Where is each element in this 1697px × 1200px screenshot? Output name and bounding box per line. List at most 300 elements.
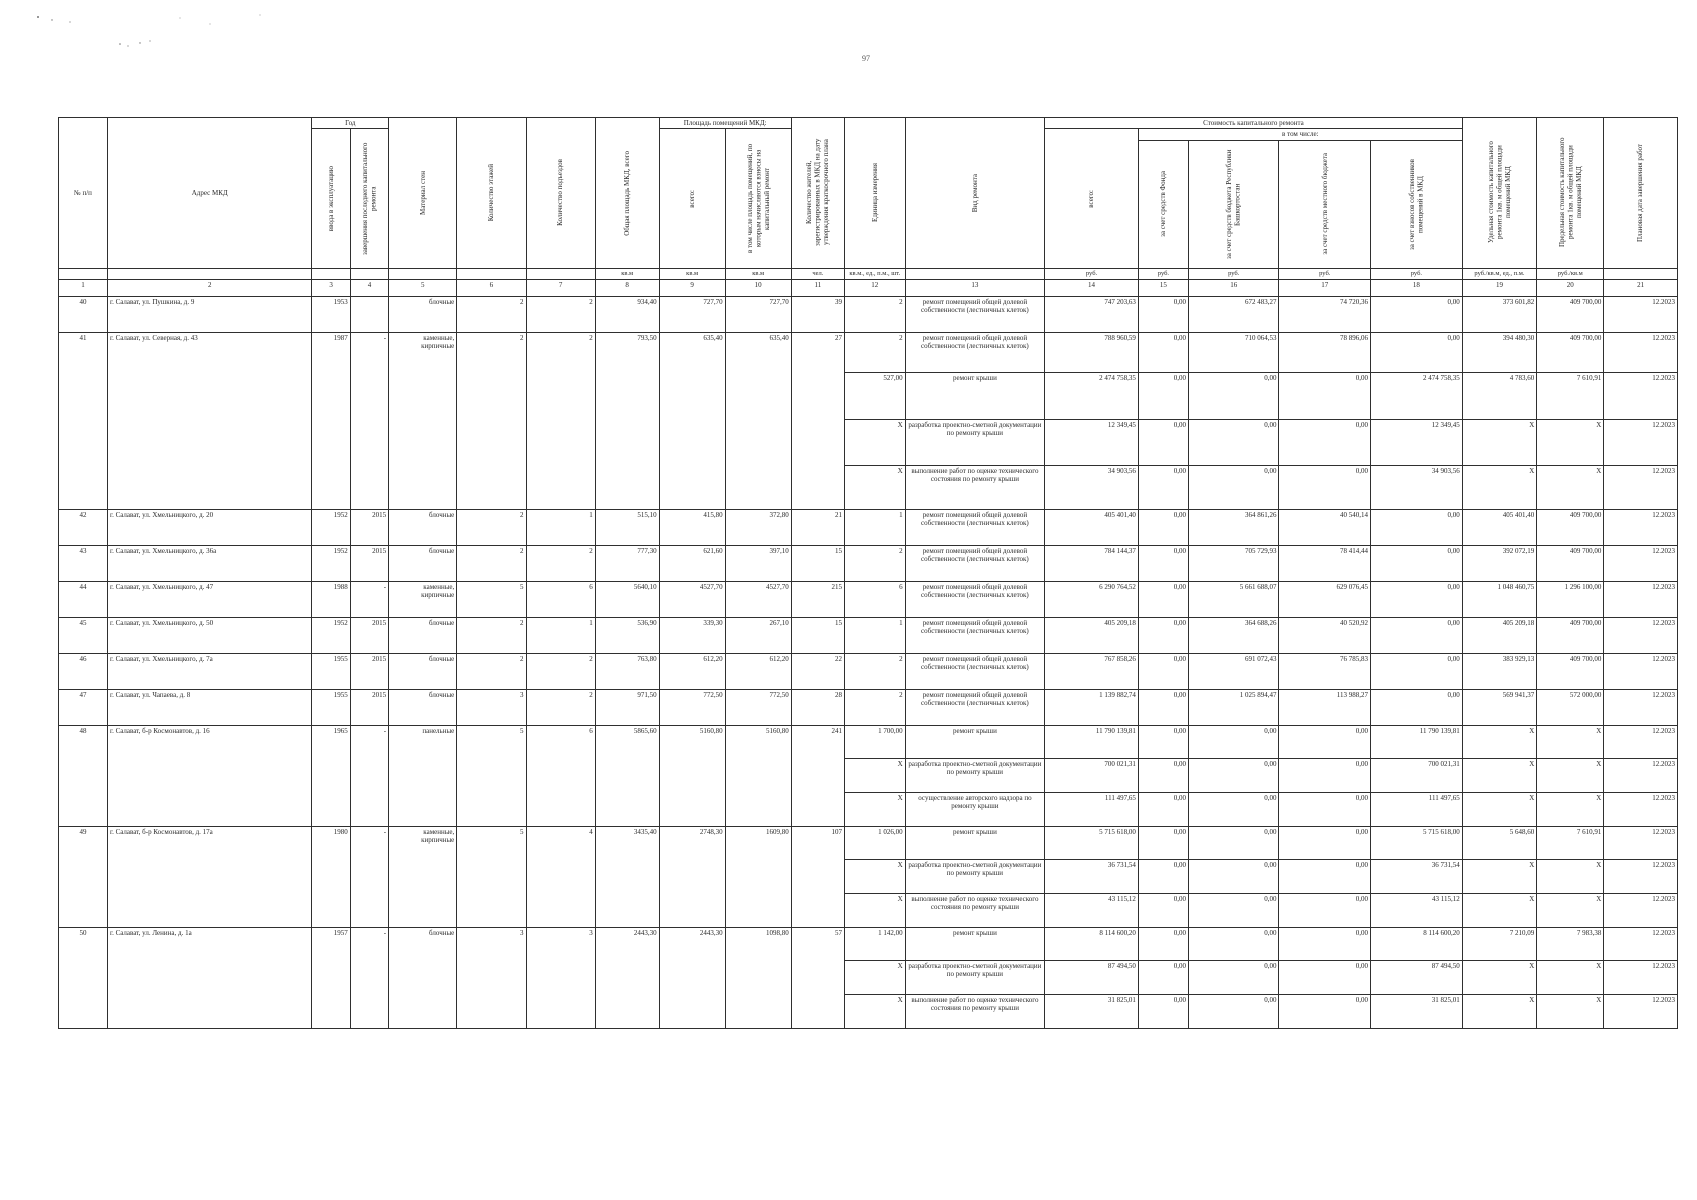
max-cost-cell: Х: [1537, 419, 1604, 465]
address-cell: г. Салават, ул. Чапаева, д. 8: [107, 689, 311, 725]
max-cost-cell: Х: [1537, 465, 1604, 509]
cost-fund-cell: 0,00: [1138, 859, 1188, 893]
header-address: Адрес МКД: [107, 118, 311, 269]
entrances-cell: 6: [526, 725, 595, 826]
deadline-cell: 12.2023: [1604, 859, 1678, 893]
premises-area-cell: 2443,30: [659, 927, 725, 1028]
deadline-cell: 12.2023: [1604, 419, 1678, 465]
cost-fund-cell: 0,00: [1138, 725, 1188, 758]
deadline-cell: 12.2023: [1604, 296, 1678, 332]
residents-cell: 21: [791, 509, 844, 545]
table-row: [59, 689, 1678, 725]
column-number: 11: [791, 279, 844, 296]
cost-local-cell: 629 076,45: [1279, 581, 1371, 617]
header-cost-local: за счет средств местного бюджета: [1279, 140, 1371, 268]
residents-cell: 215: [791, 581, 844, 617]
floors-cell: 2: [457, 617, 526, 653]
cost-fund-cell: 0,00: [1138, 465, 1188, 509]
cost-local-cell: 0,00: [1279, 859, 1371, 893]
cost-local-cell: 78 896,06: [1279, 332, 1371, 372]
deadline-cell: 12.2023: [1604, 994, 1678, 1028]
header-deadline: Плановая дата завершения работ: [1604, 118, 1678, 269]
unit-cost-cell: Х: [1462, 960, 1537, 994]
wall-material-cell: блочные: [389, 689, 457, 725]
cost-fund-cell: 0,00: [1138, 653, 1188, 689]
cost-republic-cell: 0,00: [1188, 859, 1279, 893]
cost-fund-cell: 0,00: [1138, 689, 1188, 725]
repair-plan-table: [58, 117, 1678, 1029]
wall-material-cell: блочные: [389, 617, 457, 653]
floors-cell: 5: [457, 725, 526, 826]
floors-cell: 2: [457, 653, 526, 689]
cost-local-cell: 0,00: [1279, 893, 1371, 927]
wall-material-cell: каменные, кирпичные: [389, 332, 457, 509]
cost-total-cell: 111 497,65: [1045, 792, 1139, 826]
header-cost: Стоимость капитального ремонта: [1045, 118, 1463, 129]
cost-fund-cell: 0,00: [1138, 994, 1188, 1028]
wall-material-cell: блочные: [389, 545, 457, 581]
repair-type-cell: ремонт крыши: [905, 826, 1045, 859]
deadline-cell: 12.2023: [1604, 893, 1678, 927]
year-last-repair-cell: -: [350, 725, 388, 826]
premises-area-cell: 621,60: [659, 545, 725, 581]
year-commission-cell: 1988: [312, 581, 350, 617]
cost-total-cell: 34 903,56: [1045, 465, 1139, 509]
row-number: 41: [59, 332, 108, 509]
repair-type-cell: ремонт помещений общей долевой собственности (лестничных клеток): [905, 545, 1045, 581]
table-row: [59, 296, 1678, 332]
table-row: [59, 332, 1678, 372]
cost-owners-cell: 8 114 600,20: [1371, 927, 1463, 960]
unit-cell: Х: [844, 419, 905, 465]
unit-cost-cell: Х: [1462, 758, 1537, 792]
cost-total-cell: 5 715 618,00: [1045, 826, 1139, 859]
cost-fund-cell: 0,00: [1138, 372, 1188, 419]
deadline-cell: 12.2023: [1604, 372, 1678, 419]
column-number: 1: [59, 279, 108, 296]
header-floors: Количество этажей: [457, 118, 526, 269]
column-number: 2: [107, 279, 311, 296]
header-cost-republic: за счет средств бюджета Республики Башкортостан: [1188, 140, 1279, 268]
column-number: 3: [312, 279, 350, 296]
wall-material-cell: панельные: [389, 725, 457, 826]
column-number: 16: [1188, 279, 1279, 296]
deadline-cell: 12.2023: [1604, 653, 1678, 689]
year-last-repair-cell: -: [350, 332, 388, 509]
header-area-total: всего:: [659, 129, 725, 268]
header-premises-area: Площадь помещений МКД:: [659, 118, 791, 129]
unit-cell: 2: [844, 332, 905, 372]
cost-fund-cell: 0,00: [1138, 893, 1188, 927]
unit-cell: 1 026,00: [844, 826, 905, 859]
page-number: 97: [862, 54, 870, 63]
entrances-cell: 2: [526, 296, 595, 332]
year-commission-cell: 1980: [312, 826, 350, 927]
cost-republic-cell: 364 688,26: [1188, 617, 1279, 653]
year-commission-cell: 1953: [312, 296, 350, 332]
premises-area-cell: 339,30: [659, 617, 725, 653]
cost-republic-cell: 0,00: [1188, 927, 1279, 960]
address-cell: г. Салават, ул. Хмельницкого, д. 7а: [107, 653, 311, 689]
unit-cell: Х: [844, 994, 905, 1028]
cost-local-cell: 0,00: [1279, 994, 1371, 1028]
cost-republic-cell: 0,00: [1188, 994, 1279, 1028]
repair-type-cell: разработка проектно-сметной документации по ремонту крыши: [905, 758, 1045, 792]
row-number: 42: [59, 509, 108, 545]
row-number: 48: [59, 725, 108, 826]
year-commission-cell: 1952: [312, 617, 350, 653]
entrances-cell: 1: [526, 509, 595, 545]
repair-area-cell: 5160,80: [725, 725, 791, 826]
row-number: 43: [59, 545, 108, 581]
row-number: 47: [59, 689, 108, 725]
cost-total-cell: 31 825,01: [1045, 994, 1139, 1028]
cost-fund-cell: 0,00: [1138, 960, 1188, 994]
cost-total-cell: 700 021,31: [1045, 758, 1139, 792]
cost-republic-cell: 0,00: [1188, 372, 1279, 419]
residents-cell: 241: [791, 725, 844, 826]
cost-total-cell: 767 858,26: [1045, 653, 1139, 689]
column-number: 20: [1537, 279, 1604, 296]
year-last-repair-cell: 2015: [350, 509, 388, 545]
year-commission-cell: 1957: [312, 927, 350, 1028]
max-cost-cell: 409 700,00: [1537, 296, 1604, 332]
cost-owners-cell: 0,00: [1371, 689, 1463, 725]
deadline-cell: 12.2023: [1604, 545, 1678, 581]
column-number: 10: [725, 279, 791, 296]
year-commission-cell: 1955: [312, 653, 350, 689]
deadline-cell: 12.2023: [1604, 509, 1678, 545]
repair-type-cell: ремонт помещений общей долевой собственности (лестничных клеток): [905, 653, 1045, 689]
max-cost-cell: Х: [1537, 859, 1604, 893]
floors-cell: 3: [457, 689, 526, 725]
column-number: 12: [844, 279, 905, 296]
repair-type-cell: ремонт крыши: [905, 725, 1045, 758]
max-cost-cell: 7 610,91: [1537, 372, 1604, 419]
cost-local-cell: 74 720,36: [1279, 296, 1371, 332]
row-number: 46: [59, 653, 108, 689]
cost-owners-cell: 43 115,12: [1371, 893, 1463, 927]
repair-type-cell: ремонт помещений общей долевой собственности (лестничных клеток): [905, 581, 1045, 617]
unit-cost-cell: 394 480,30: [1462, 332, 1537, 372]
table-row: [59, 581, 1678, 617]
table-row: [59, 826, 1678, 859]
residents-cell: 57: [791, 927, 844, 1028]
max-cost-cell: 1 296 100,00: [1537, 581, 1604, 617]
repair-type-cell: разработка проектно-сметной документации по ремонту крыши: [905, 419, 1045, 465]
unit-cost-cell: Х: [1462, 419, 1537, 465]
table-body: [59, 296, 1678, 1028]
cost-republic-cell: 0,00: [1188, 725, 1279, 758]
entrances-cell: 4: [526, 826, 595, 927]
column-number: 13: [905, 279, 1045, 296]
cost-owners-cell: 12 349,45: [1371, 419, 1463, 465]
year-last-repair-cell: 2015: [350, 545, 388, 581]
cost-local-cell: 0,00: [1279, 372, 1371, 419]
total-area-cell: 3435,40: [595, 826, 659, 927]
total-area-cell: 5865,60: [595, 725, 659, 826]
scan-noise-marks: [0, 0, 300, 60]
cost-total-cell: 8 114 600,20: [1045, 927, 1139, 960]
column-number: 15: [1138, 279, 1188, 296]
deadline-cell: 12.2023: [1604, 689, 1678, 725]
repair-type-cell: осуществление авторского надзора по ремонту крыши: [905, 792, 1045, 826]
column-number: 14: [1045, 279, 1139, 296]
column-number: 4: [350, 279, 388, 296]
unit-cost-cell: 405 401,40: [1462, 509, 1537, 545]
row-number: 44: [59, 581, 108, 617]
cost-republic-cell: 0,00: [1188, 792, 1279, 826]
max-cost-cell: 409 700,00: [1537, 509, 1604, 545]
deadline-cell: 12.2023: [1604, 792, 1678, 826]
header-repair-type: Вид ремонта: [905, 118, 1045, 269]
max-cost-cell: Х: [1537, 792, 1604, 826]
repair-area-cell: 612,20: [725, 653, 791, 689]
unit-cost-cell: 383 929,13: [1462, 653, 1537, 689]
premises-area-cell: 5160,80: [659, 725, 725, 826]
max-cost-cell: 7 983,38: [1537, 927, 1604, 960]
deadline-cell: 12.2023: [1604, 725, 1678, 758]
unit-cost-cell: 392 072,19: [1462, 545, 1537, 581]
unit-cost-cell: 1 048 460,75: [1462, 581, 1537, 617]
cost-republic-cell: 5 661 688,07: [1188, 581, 1279, 617]
header-total-area: Общая площадь МКД, всего: [595, 118, 659, 269]
unit-cell: Х: [844, 792, 905, 826]
cost-republic-cell: 705 729,93: [1188, 545, 1279, 581]
floors-cell: 5: [457, 581, 526, 617]
repair-type-cell: ремонт помещений общей долевой собственности (лестничных клеток): [905, 296, 1045, 332]
header-wall-material: Материал стен: [389, 118, 457, 269]
unit-cell: Х: [844, 859, 905, 893]
residents-cell: 39: [791, 296, 844, 332]
unit-cell: 1: [844, 617, 905, 653]
total-area-cell: 763,80: [595, 653, 659, 689]
cost-owners-cell: 34 903,56: [1371, 465, 1463, 509]
unit-cost-cell: Х: [1462, 725, 1537, 758]
repair-area-cell: 635,40: [725, 332, 791, 509]
cost-republic-cell: 0,00: [1188, 419, 1279, 465]
table-row: [59, 509, 1678, 545]
unit-cell: Х: [844, 960, 905, 994]
header-max-cost: Предельная стоимость капитального ремонта 1кв. м общей площади помещений МКД: [1537, 118, 1604, 269]
header-unit: Единица измерения: [844, 118, 905, 269]
total-area-cell: 2443,30: [595, 927, 659, 1028]
cost-fund-cell: 0,00: [1138, 296, 1188, 332]
total-area-cell: 515,10: [595, 509, 659, 545]
header-year-last-repair: завершения последнего капитального ремонта: [350, 129, 388, 268]
address-cell: г. Салават, ул. Ленина, д. 1а: [107, 927, 311, 1028]
header-year: Год: [312, 118, 389, 129]
column-number: 8: [595, 279, 659, 296]
cost-fund-cell: 0,00: [1138, 758, 1188, 792]
wall-material-cell: каменные, кирпичные: [389, 826, 457, 927]
total-area-cell: 5640,10: [595, 581, 659, 617]
deadline-cell: 12.2023: [1604, 826, 1678, 859]
cost-fund-cell: 0,00: [1138, 545, 1188, 581]
cost-local-cell: 0,00: [1279, 465, 1371, 509]
max-cost-cell: Х: [1537, 725, 1604, 758]
column-numbers-row: [59, 279, 1678, 296]
unit-cost-cell: Х: [1462, 792, 1537, 826]
unit-cost-cell: 373 601,82: [1462, 296, 1537, 332]
floors-cell: 2: [457, 509, 526, 545]
cost-local-cell: 0,00: [1279, 960, 1371, 994]
year-last-repair-cell: 2015: [350, 689, 388, 725]
row-number: 49: [59, 826, 108, 927]
cost-owners-cell: 111 497,65: [1371, 792, 1463, 826]
deadline-cell: 12.2023: [1604, 758, 1678, 792]
year-last-repair-cell: -: [350, 581, 388, 617]
header-year-commission: ввода в эксплуатацию: [312, 129, 350, 268]
residents-cell: 28: [791, 689, 844, 725]
header-area-repair: в том числе площадь помещений, по которым начисляются взносы на капитальный ремонт: [725, 129, 791, 268]
repair-area-cell: 1609,80: [725, 826, 791, 927]
column-number: 9: [659, 279, 725, 296]
cost-total-cell: 788 960,59: [1045, 332, 1139, 372]
header-entrances: Количество подъездов: [526, 118, 595, 269]
cost-owners-cell: 0,00: [1371, 509, 1463, 545]
cost-local-cell: 0,00: [1279, 792, 1371, 826]
repair-type-cell: ремонт крыши: [905, 372, 1045, 419]
max-cost-cell: Х: [1537, 960, 1604, 994]
total-area-cell: 971,50: [595, 689, 659, 725]
cost-total-cell: 12 349,45: [1045, 419, 1139, 465]
column-number: 5: [389, 279, 457, 296]
column-number: 18: [1371, 279, 1463, 296]
cost-republic-cell: 0,00: [1188, 960, 1279, 994]
unit-cell: 1 700,00: [844, 725, 905, 758]
address-cell: г. Салават, б-р Космонавтов, д. 17а: [107, 826, 311, 927]
repair-area-cell: 372,80: [725, 509, 791, 545]
deadline-cell: 12.2023: [1604, 960, 1678, 994]
cost-owners-cell: 0,00: [1371, 545, 1463, 581]
cost-total-cell: 747 203,63: [1045, 296, 1139, 332]
cost-republic-cell: 0,00: [1188, 465, 1279, 509]
repair-area-cell: 267,10: [725, 617, 791, 653]
unit-cost-cell: 405 209,18: [1462, 617, 1537, 653]
unit-cell: 527,00: [844, 372, 905, 419]
repair-area-cell: 4527,70: [725, 581, 791, 617]
deadline-cell: 12.2023: [1604, 927, 1678, 960]
unit-cell: 1: [844, 509, 905, 545]
cost-owners-cell: 0,00: [1371, 296, 1463, 332]
premises-area-cell: 772,50: [659, 689, 725, 725]
address-cell: г. Салават, ул. Хмельницкого, д. 20: [107, 509, 311, 545]
row-number: 50: [59, 927, 108, 1028]
entrances-cell: 2: [526, 689, 595, 725]
unit-cost-cell: 569 941,37: [1462, 689, 1537, 725]
year-last-repair-cell: [350, 296, 388, 332]
address-cell: г. Салават, ул. Пушкина, д. 9: [107, 296, 311, 332]
cost-republic-cell: 691 072,43: [1188, 653, 1279, 689]
table-row: [59, 545, 1678, 581]
wall-material-cell: каменные, кирпичные: [389, 581, 457, 617]
premises-area-cell: 612,20: [659, 653, 725, 689]
repair-area-cell: 397,10: [725, 545, 791, 581]
year-commission-cell: 1987: [312, 332, 350, 509]
premises-area-cell: 635,40: [659, 332, 725, 509]
cost-republic-cell: 1 025 894,47: [1188, 689, 1279, 725]
premises-area-cell: 727,70: [659, 296, 725, 332]
unit-cost-cell: 4 783,60: [1462, 372, 1537, 419]
residents-cell: 15: [791, 617, 844, 653]
cost-owners-cell: 36 731,54: [1371, 859, 1463, 893]
unit-cell: Х: [844, 465, 905, 509]
year-last-repair-cell: -: [350, 826, 388, 927]
header-unit-cost: Удельная стоимость капитального ремонта 1кв. м общей площади помещений МКД: [1462, 118, 1537, 269]
residents-cell: 27: [791, 332, 844, 509]
header-num: № п/п: [59, 118, 108, 269]
units-row: кв.м кв.м кв.м чел. кв.м., ед., п.м., шт. руб. руб. руб. руб. руб. руб./кв.м, ед., п.м. руб./кв.м: [59, 268, 1678, 279]
wall-material-cell: блочные: [389, 509, 457, 545]
unit-cost-cell: 7 210,09: [1462, 927, 1537, 960]
cost-republic-cell: 0,00: [1188, 826, 1279, 859]
repair-type-cell: разработка проектно-сметной документации по ремонту крыши: [905, 960, 1045, 994]
header-cost-fund: за счет средств Фонда: [1138, 140, 1188, 268]
cost-total-cell: 1 139 882,74: [1045, 689, 1139, 725]
cost-total-cell: 43 115,12: [1045, 893, 1139, 927]
year-last-repair-cell: 2015: [350, 653, 388, 689]
entrances-cell: 3: [526, 927, 595, 1028]
unit-cell: Х: [844, 758, 905, 792]
residents-cell: 107: [791, 826, 844, 927]
cost-republic-cell: 710 064,53: [1188, 332, 1279, 372]
max-cost-cell: 7 610,91: [1537, 826, 1604, 859]
cost-fund-cell: 0,00: [1138, 927, 1188, 960]
repair-type-cell: ремонт помещений общей долевой собственности (лестничных клеток): [905, 332, 1045, 372]
total-area-cell: 793,50: [595, 332, 659, 509]
unit-cost-cell: 5 648,60: [1462, 826, 1537, 859]
cost-owners-cell: 0,00: [1371, 617, 1463, 653]
unit-cell: 6: [844, 581, 905, 617]
header-cost-owners: за счет взносов собственников помещений в МКД: [1371, 140, 1463, 268]
column-number: 6: [457, 279, 526, 296]
row-number: 45: [59, 617, 108, 653]
unit-cell: 2: [844, 689, 905, 725]
address-cell: г. Салават, ул. Северная, д. 43: [107, 332, 311, 509]
entrances-cell: 1: [526, 617, 595, 653]
deadline-cell: 12.2023: [1604, 581, 1678, 617]
residents-cell: 22: [791, 653, 844, 689]
premises-area-cell: 415,80: [659, 509, 725, 545]
repair-type-cell: выполнение работ по оценке технического состояния по ремонту крыши: [905, 465, 1045, 509]
floors-cell: 2: [457, 332, 526, 509]
address-cell: г. Салават, ул. Хмельницкого, д. 47: [107, 581, 311, 617]
year-last-repair-cell: -: [350, 927, 388, 1028]
max-cost-cell: 409 700,00: [1537, 617, 1604, 653]
repair-type-cell: выполнение работ по оценке технического состояния по ремонту крыши: [905, 994, 1045, 1028]
column-number: 17: [1279, 279, 1371, 296]
cost-fund-cell: 0,00: [1138, 581, 1188, 617]
cost-local-cell: 0,00: [1279, 758, 1371, 792]
unit-cost-cell: Х: [1462, 859, 1537, 893]
floors-cell: 5: [457, 826, 526, 927]
deadline-cell: 12.2023: [1604, 465, 1678, 509]
entrances-cell: 6: [526, 581, 595, 617]
address-cell: г. Салават, б-р Космонавтов, д. 16: [107, 725, 311, 826]
repair-area-cell: 1098,80: [725, 927, 791, 1028]
entrances-cell: 2: [526, 653, 595, 689]
premises-area-cell: 4527,70: [659, 581, 725, 617]
column-number: 21: [1604, 279, 1678, 296]
entrances-cell: 2: [526, 545, 595, 581]
cost-total-cell: 784 144,37: [1045, 545, 1139, 581]
column-number: 7: [526, 279, 595, 296]
table-row: [59, 617, 1678, 653]
year-commission-cell: 1965: [312, 725, 350, 826]
cost-local-cell: 76 785,83: [1279, 653, 1371, 689]
max-cost-cell: 409 700,00: [1537, 332, 1604, 372]
